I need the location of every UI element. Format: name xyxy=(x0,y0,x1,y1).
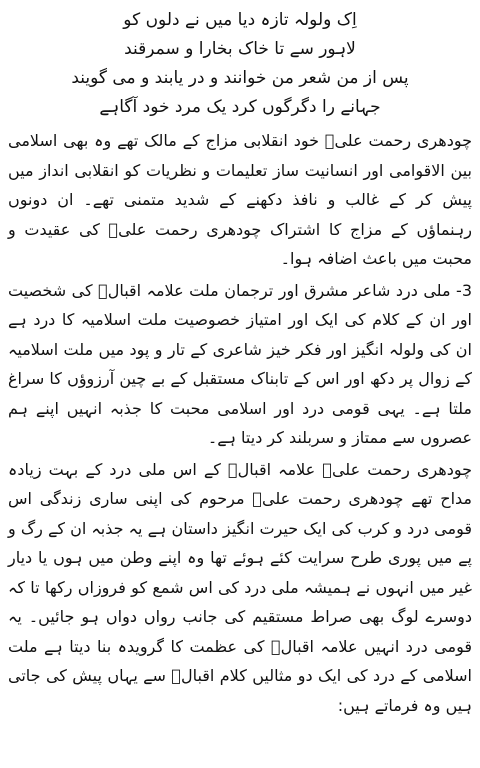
poetry-verses xyxy=(8,6,472,122)
verse-line-3: پس از من شعر من خوانند و در یابند و می گویند xyxy=(71,68,409,88)
paragraph-national-pain: چودھری رحمت علیؒ علامہ اقبالؒ کے اس ملی درد کے بہت زیادہ مداح تھے چودھری رحمت علیؒ مرحوم کی اپنی ساری زندگی اس قومی درد و کرب کی ایک حیرت انگیز داستان ہے یہ جذبہ ان کے رگ و پے میں پوری طرح سرایت کئے ہوئے تھا وہ اپنے وطن میں ہوں یا دیار غیر میں انہوں نے ہمیشہ ملی درد کی اس شمع کو فروزاں رکھا تا کہ دوسرے لوگ بھی صراط مستقیم کی جانب رواں دواں ہو جائیں۔ یہ قومی درد انہیں علامہ اقبالؒ کی عظمت کا گرویدہ بنا دیتا ہے ملت اسلامی کے درد کی ایک دو مثالیں کلام اقبالؒ سے یہاں پیش کی جاتی ہیں وہ فرماتے ہیں: xyxy=(8,459,472,715)
verse-line-4: جہانے را دگرگوں کرد یک مرد خود آگاہے xyxy=(99,97,381,117)
paragraph-rahmat-ali-temperament: چودھری رحمت علیؒ خود انقلابی مزاج کے مالک تھے وہ بھی اسلامی بین الاقوامی اور انسانیت ساز تعلیمات و نظریات کو انقلابی انداز میں پیش کر کے غالب و نافذ دکھنے کے شدید متمنی تھے۔ ان دونوں رہنماؤں کے مزاج کا اشتراک چودھری رحمت علیؒ کی عقیدت و محبت میں باعث اضافہ ہوا۔ xyxy=(8,131,472,268)
paragraph-milli-dard: 3- ملی درد شاعر مشرق اور ترجمان ملت علامہ اقبالؒ کی شخصیت اور ان کے کلام کی ایک اور امتیاز خصوصیت ملت اسلامیہ کا درد ہے ان کی ولولہ انگیز اور فکر خیز شاعری کے تار و پود میں ملت اسلامیہ کے زوال پر دکھ اور اس کے تابناک مستقبل کے بے چین آرزوؤں کا سراغ ملتا ہے۔ یہی قومی درد اور اسلامی محبت کا جذبہ انہیں اپنے ہم عصروں سے ممتاز و سربلند کر دیتا ہے۔ xyxy=(8,280,472,447)
verse-line-1: اِک ولولہ تازہ دیا میں نے دلوں کو xyxy=(123,10,357,30)
verse-line-2: لاہور سے تا خاک بخارا و سمرقند xyxy=(124,39,356,59)
